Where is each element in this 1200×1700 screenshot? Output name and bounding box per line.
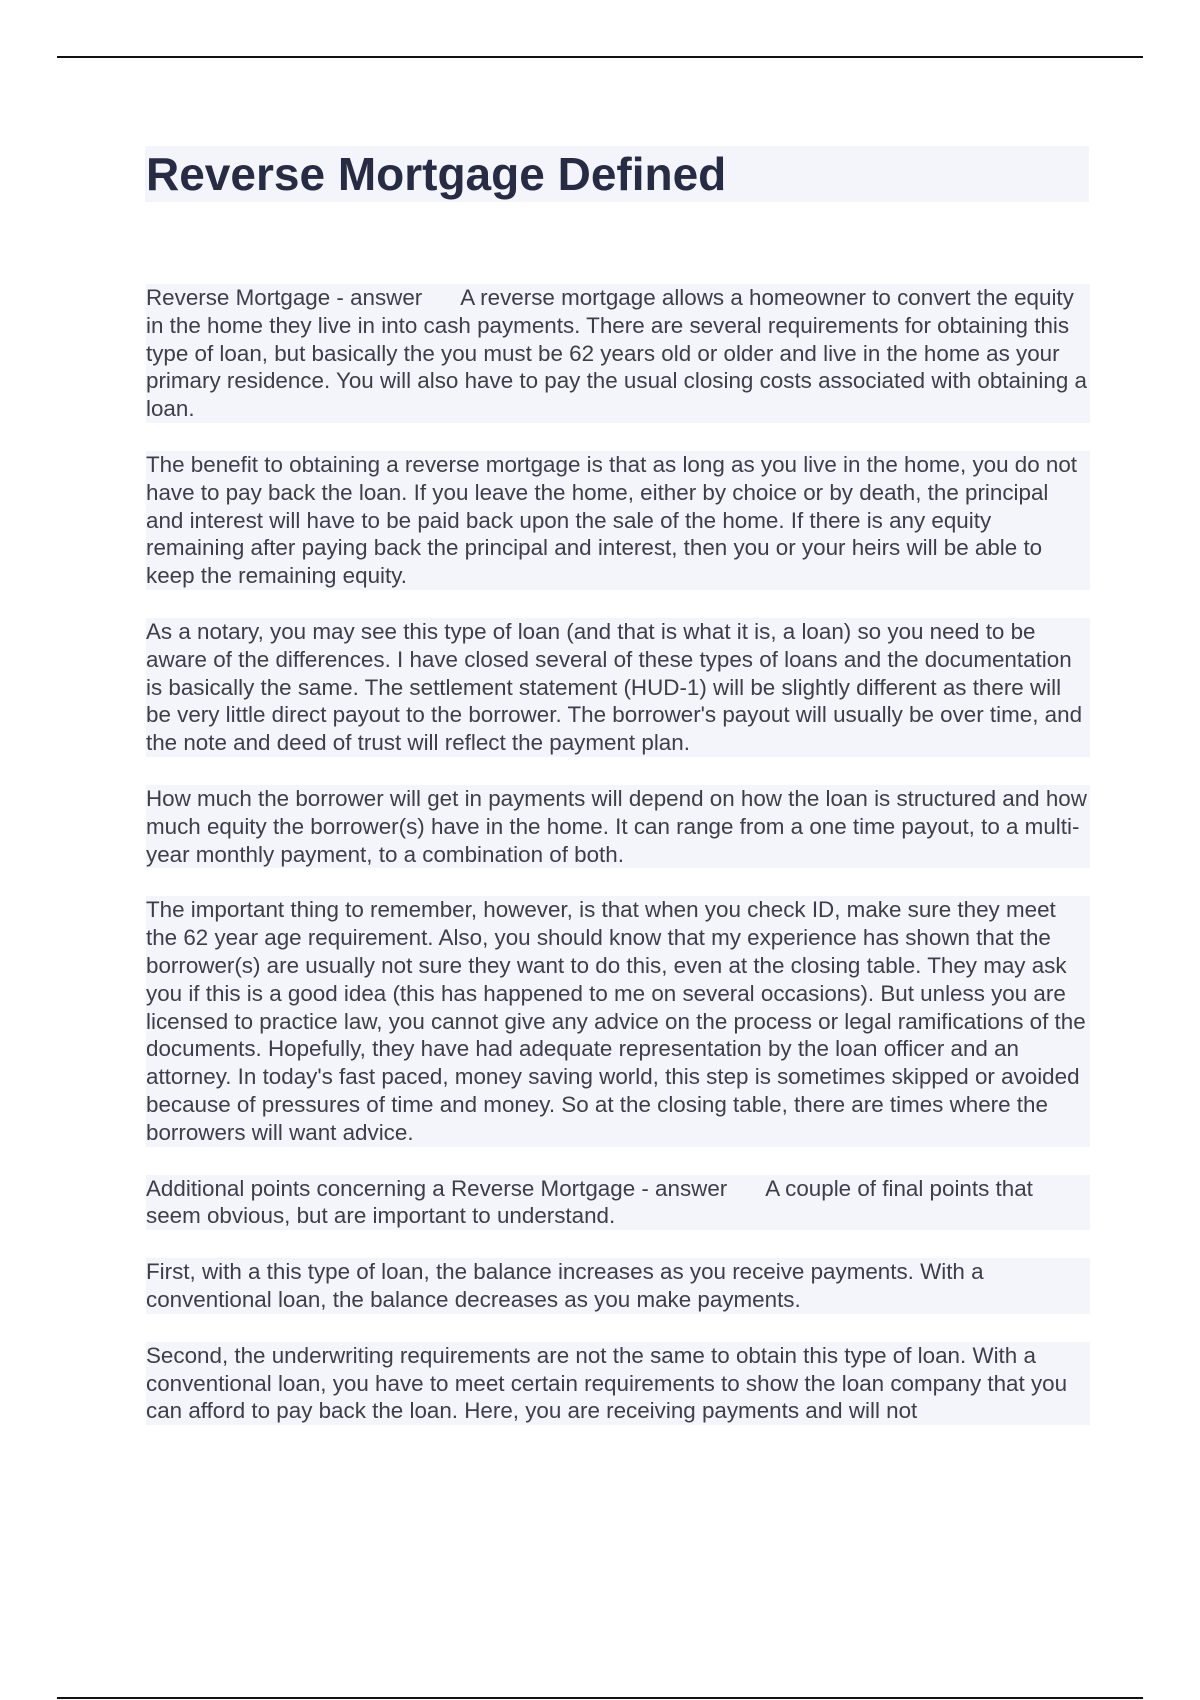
page-title: Reverse Mortgage Defined — [146, 148, 727, 200]
top-divider — [57, 56, 1143, 58]
question-label: Reverse Mortgage - answer — [146, 285, 423, 310]
paragraph-notary: As a notary, you may see this type of loan (and that is what it is, a loan) so you need to be aware of the differences. I have closed several of these types of loans and the documentation is basically the same. The settlement statement (HUD-1) will be slightly different as there will be very little direct payout to the borrower. The borrower's payout will usually be over time, and the note and deed of trust will reflect the payment plan. — [146, 618, 1090, 757]
answer-text: A reverse mortgage allows a homeowner to convert the equity in the home they live in into cash payments. There are several requirements for obtaining this type of loan, but basically the you must be 62 years old or older and live in the home as your primary residence. You will also have to pay the usual closing costs associated with obtaining a loan. — [146, 285, 1087, 422]
paragraph-payments: How much the borrower will get in payments will depend on how the loan is structured and how much equity the borrower(s) have in the home. It can range from a one time payout, to a multi-year monthly payment, to a combination of both. — [146, 785, 1090, 868]
paragraph-first: First, with a this type of loan, the balance increases as you receive payments. With a conventional loan, the balance decreases as you make payments. — [146, 1258, 1090, 1314]
paragraph-important: The important thing to remember, however, is that when you check ID, make sure they meet the 62 year age requirement. Also, you should know that my experience has shown that the borrower(s) are usually not sure they want to do this, even at the closing table. They may ask you if this is a good idea (this has happened to me on several occasions). But unless you are licensed to practice law, you cannot give any advice on the process or legal ramifications of the documents. Hopefully, they have had adequate representation by the loan officer and an attorney. In today's fast paced, money saving world, this step is sometimes skipped or avoided because of pressures of time and money. So at the closing table, there are times where the borrowers will want advice. — [146, 896, 1090, 1146]
paragraph-benefit: The benefit to obtaining a reverse mortgage is that as long as you live in the home, you do not have to pay back the loan. If you leave the home, either by choice or by death, the principal and interest will have to be paid back upon the sale of the home. If there is any equity remaining after paying back the principal and interest, then you or your heirs will be able to keep the remaining equity. — [146, 451, 1090, 590]
paragraph-reverse-mortgage — [146, 284, 1090, 423]
question-label: Additional points concerning a Reverse Mortgage - answer — [146, 1175, 728, 1201]
bottom-divider — [57, 1697, 1143, 1699]
document-body — [146, 284, 1090, 1453]
answer-text: A couple of final points that seem obvious, but are important to understand. — [146, 1175, 1033, 1229]
paragraph-second: Second, the underwriting requirements are not the same to obtain this type of loan. With a conventional loan, you have to meet certain requirements to show the loan company that you can afford to pay back the loan. Here, you are receiving payments and will not — [146, 1342, 1090, 1425]
paragraph-additional-points — [146, 1175, 1090, 1231]
